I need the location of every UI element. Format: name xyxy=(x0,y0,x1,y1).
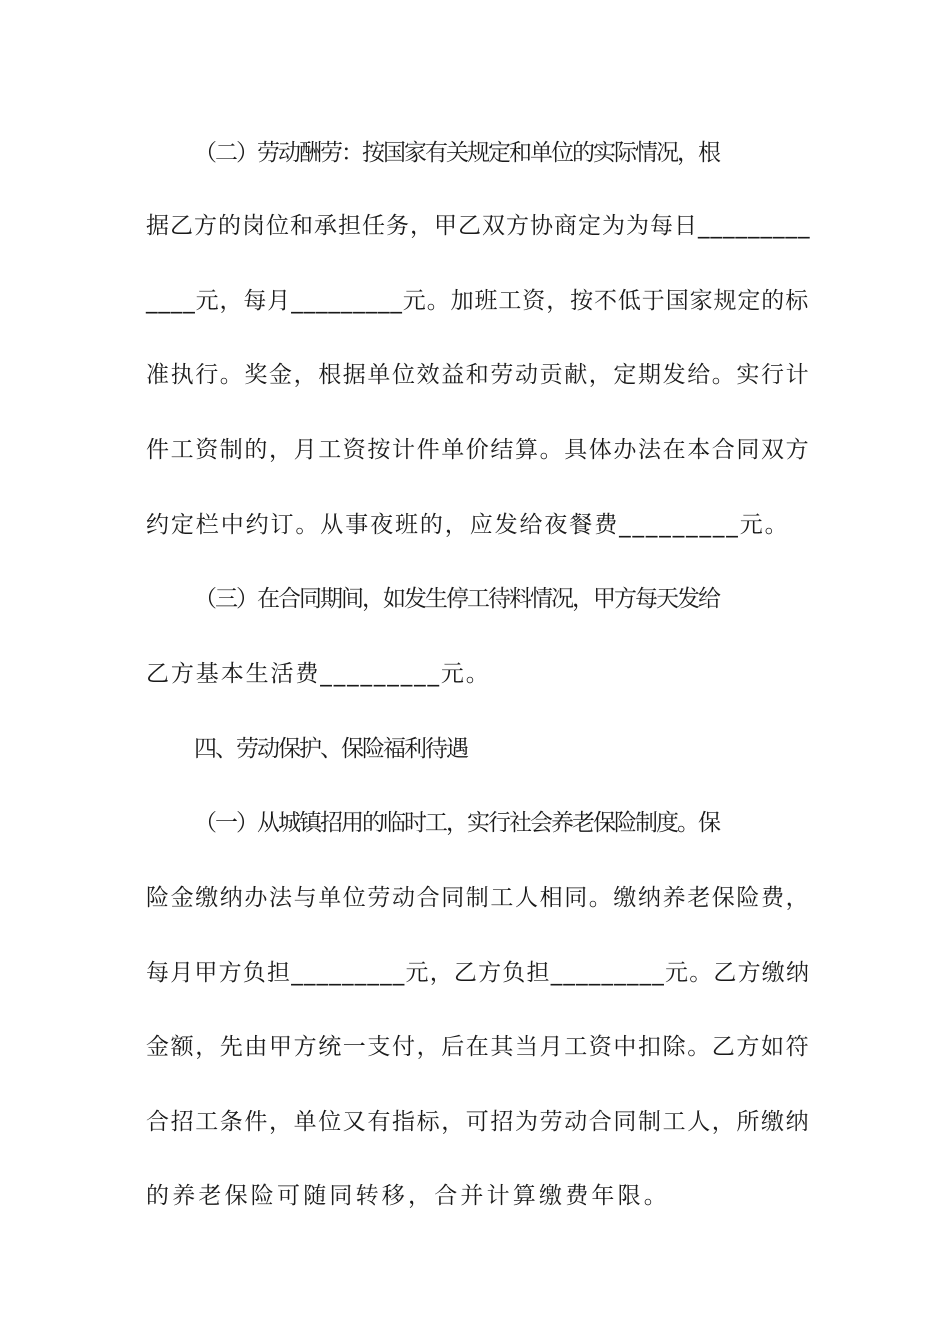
text-line: 险金缴纳办法与单位劳动合同制工人相同。缴纳养老保险费， xyxy=(146,885,811,911)
text-line: ____元，每月_________元。加班工资，按不低于国家规定的标 xyxy=(146,288,810,314)
text-line: （三）在合同期间，如发生停工待料情况，甲方每天发给 xyxy=(194,586,719,612)
text-line: 据乙方的岗位和承担任务，甲乙双方协商定为为每日_________ xyxy=(146,213,811,239)
text-line: 准执行。奖金，根据单位效益和劳动贡献，定期发给。实行计 xyxy=(146,362,811,388)
text-line: 件工资制的，月工资按计件单价结算。具体办法在本合同双方 xyxy=(146,437,811,463)
text-line: 乙方基本生活费_________元。 xyxy=(146,661,491,687)
text-line: 合招工条件，单位又有指标，可招为劳动合同制工人，所缴纳 xyxy=(146,1109,811,1135)
text-line: 每月甲方负担_________元，乙方负担_________元。乙方缴纳 xyxy=(146,960,811,986)
section-heading: 四、劳动保护、保险福利待遇 xyxy=(194,736,467,762)
text-line: 金额，先由甲方统一支付，后在其当月工资中扣除。乙方如符 xyxy=(146,1034,811,1060)
text-line: （一）从城镇招用的临时工，实行社会养老保险制度。保 xyxy=(194,810,719,836)
text-line: 约定栏中约订。从事夜班的，应发给夜餐费_________元。 xyxy=(146,512,790,538)
text-line: （二）劳动酬劳：按国家有关规定和单位的实际情况，根 xyxy=(194,140,719,166)
text-line: 的养老保险可随同转移，合并计算缴费年限。 xyxy=(146,1183,670,1209)
